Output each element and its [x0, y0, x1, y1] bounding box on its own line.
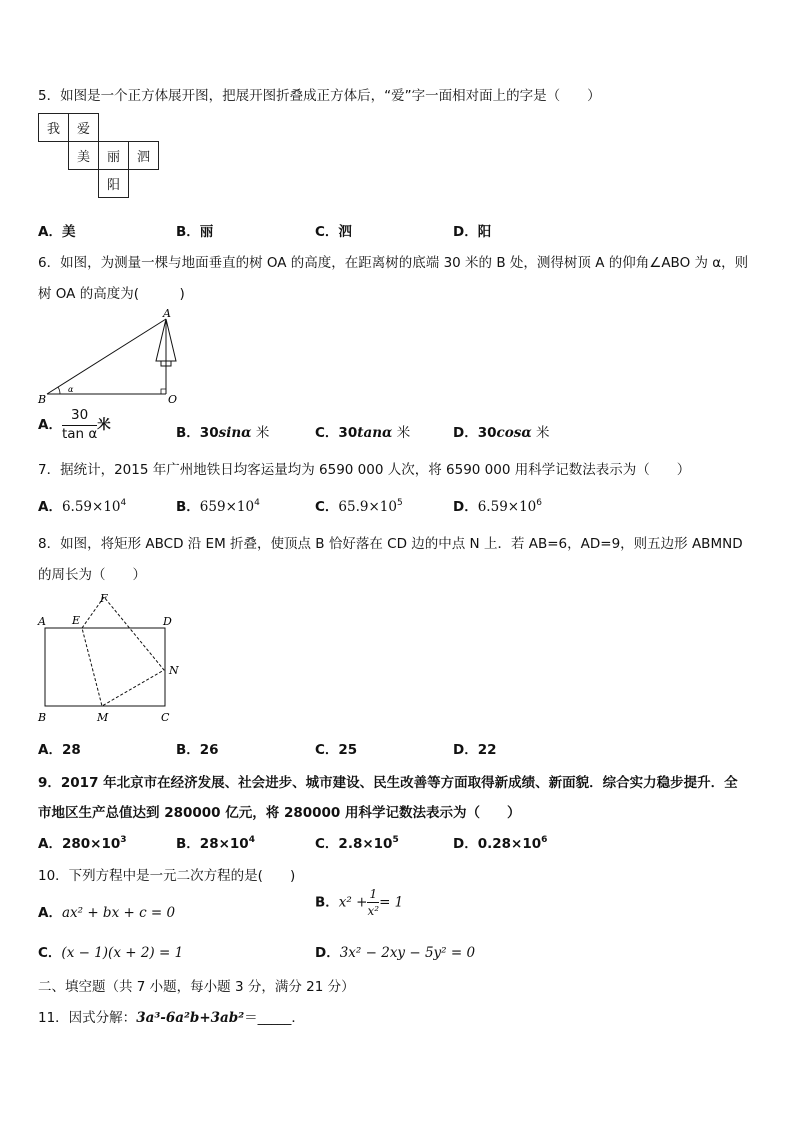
label-o: O — [168, 393, 178, 406]
q10-option-b-denominator: x² — [367, 904, 380, 918]
label-e: E — [72, 614, 81, 627]
q6-option-a-numerator: 30 — [62, 409, 97, 426]
q7-stem: 7．据统计，2015 年广州地铁日均客运量均为 6590 000 人次，将 6590 000 用科学记数法表示为（ ） — [38, 462, 691, 478]
net-cell-yang: 阳 — [99, 170, 129, 198]
q9-option-c: C．$2.8\times 10^5$ — [315, 835, 399, 852]
q11: 11．因式分解：3a³-6a²b+3ab²＝_____． — [38, 1010, 305, 1026]
tree-triangle-figure — [30, 306, 190, 408]
net-cell-mei: 美 — [69, 142, 99, 170]
label-a: A — [163, 307, 171, 320]
q6-option-b: B．30sinα 米 — [176, 425, 270, 441]
q5-option-b: B．丽 — [176, 224, 214, 240]
q10-option-d: D．3x² − 2xy − 5y² = 0 — [315, 945, 476, 961]
label-d: D — [163, 615, 172, 628]
right-angle-mark — [161, 389, 166, 394]
q7-option-b: B．$659\times 10^4$ — [176, 498, 260, 515]
label-c: C — [161, 711, 170, 724]
q7-option-c: C．$65.9\times 10^5$ — [315, 498, 403, 515]
net-cell-wo: 我 — [39, 114, 69, 142]
q9-option-a: A．$280\times 10^3$ — [38, 835, 127, 852]
q6-option-a-denominator: tan α — [61, 425, 98, 442]
label-b: B — [38, 393, 47, 406]
q5-option-d: D．阳 — [453, 224, 492, 240]
cube-net — [38, 113, 159, 198]
q9-stem-line2: 市地区生产总值达到 280000 亿元，将 280000 用科学记数法表示为（ ） — [38, 805, 521, 821]
label-alpha: α — [68, 385, 74, 394]
net-cell-si: 泗 — [129, 142, 159, 170]
q7-option-d: D．$6.59\times 10^6$ — [453, 498, 543, 515]
q11-expression: 3a³-6a²b+3ab² — [136, 1010, 245, 1026]
label-m: M — [97, 711, 109, 724]
q8-option-b: B．26 — [176, 742, 219, 758]
q7-option-a: A．$6.59\times 10^4$ — [38, 498, 127, 515]
q9-option-d: D．$0.28\times 10^6$ — [453, 835, 548, 852]
q6-stem-line1: 6．如图，为测量一棵与地面垂直的树 OA 的高度，在距离树的底端 30 米的 B 处，测得树顶 A 的仰角∠ABO 为 α，则 — [38, 255, 749, 271]
q6-option-a: A． $\frac{30}{\text{tan α}}$ 米 — [38, 407, 111, 442]
fold-dashed-lines — [82, 597, 164, 706]
q10-option-c: C．(x − 1)(x + 2) = 1 — [38, 945, 184, 961]
label-a: A — [38, 615, 46, 628]
q9-option-b: B．$28\times 10^4$ — [176, 835, 255, 852]
section-heading-fill-in: 二、填空题（共 7 小题，每小题 3 分，满分 21 分） — [38, 979, 355, 995]
q5-option-a: A．美 — [38, 224, 76, 240]
q6-stem-line2: 树 OA 的高度为( ) — [38, 286, 185, 302]
angle-arc — [58, 387, 60, 394]
line-ba — [47, 319, 166, 394]
q8-stem-line1: 8．如图，将矩形 ABCD 沿 EM 折叠，使顶点 B 恰好落在 CD 边的中点 N 上．若 AB=6，AD=9，则五边形 ABMND — [38, 536, 743, 552]
rectangle-abcd — [45, 628, 165, 706]
q5-stem: 5．如图是一个正方体展开图，把展开图折叠成正方体后，“爱”字一面相对面上的字是（ ） — [38, 88, 601, 104]
q10-option-b-numerator: 1 — [369, 887, 378, 901]
q6-option-d: D．30cosα 米 — [453, 425, 550, 441]
rectangle-fold-figure — [30, 588, 190, 728]
q9-stem-line1: 9．2017 年北京市在经济发展、社会进步、城市建设、民生改善等方面取得新成绩、新面貌．综合实力稳步提升．全 — [38, 775, 738, 791]
label-n: N — [169, 664, 179, 677]
q10-option-b: B．x² + $\frac{1}{\text{x²}}$ = 1 — [315, 887, 404, 918]
q8-stem-line2: 的周长为（ ） — [38, 567, 146, 583]
q8-option-c: C．25 — [315, 742, 358, 758]
q10-option-a: A．ax² + bx + c = 0 — [38, 905, 176, 921]
label-f: F — [100, 592, 108, 605]
q8-option-a: A．28 — [38, 742, 81, 758]
net-cell-li: 丽 — [99, 142, 129, 170]
q6-option-c: C．30tanα 米 — [315, 425, 411, 441]
label-b: B — [38, 711, 47, 724]
q8-option-d: D．22 — [453, 742, 497, 758]
net-cell-ai: 爱 — [69, 114, 99, 142]
q5-option-c: C．泗 — [315, 224, 352, 240]
q10-stem: 10．下列方程中是一元二次方程的是( ) — [38, 868, 296, 884]
